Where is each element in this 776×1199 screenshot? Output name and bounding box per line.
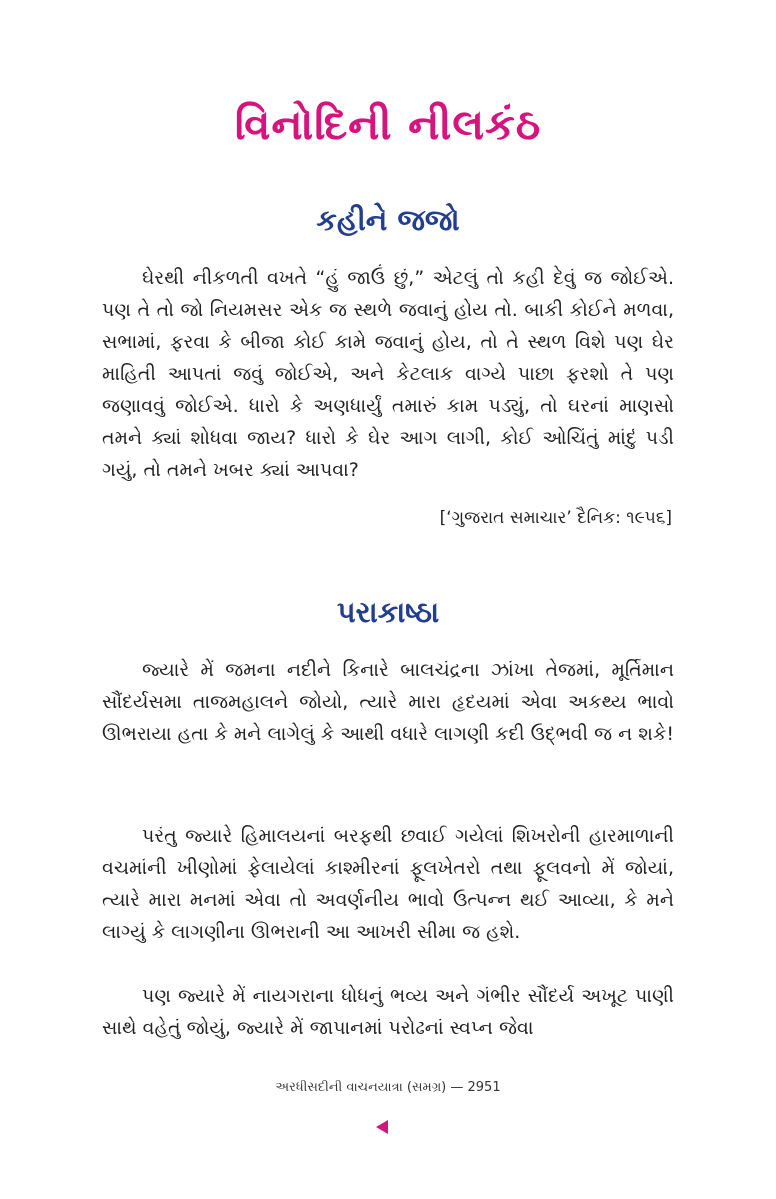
page-footer: અરધીસદીની વાચનયાત્રા (સમગ્ર) — 2951 <box>275 1080 501 1095</box>
section-title-parakashtha: પરાકાષ્ઠા <box>336 595 440 629</box>
body-paragraph: જ્યારે મેં જમના નદીને કિનારે બાલચંદ્રના ઝાંખા તેજમાં, મૂર્તિમાન સૌંદર્યસમા તાજમહાલને જોયો, ત્યારે મારા હૃદયમાં એવા અકથ્ય ભાવો ઊભરાયા હતા કે મને લાગેલું કે આથી વધારે લાગણી કદી ઉદ્ભવી જ ન શકે! <box>102 659 674 745</box>
body-paragraph: પણ જ્યારે મેં નાયગરાના ધોધનું ભવ્ય અને ગંભીર સૌંદર્ય અખૂટ પાણી સાથે વહેતું જોયું, જ્યારે મેં જાપાનમાં પરોઢનાં સ્વપ્ન જેવા <box>102 985 674 1039</box>
source-citation: [‘ગુજરાત સમાચાર’ દૈનિક: ૧૯૫૬] <box>439 508 672 528</box>
body-paragraph: ઘેરથી નીકળતી વખતે “હું જાઉં છું,” એટલું તો કહી દેવું જ જોઈએ. પણ તે તો જો નિયમસર એક જ સ્થળે જવાનું હોય તો. બાકી કોઈને મળવા, સભામાં, ફરવા કે બીજા કોઈ કામે જવાનું હોય, તો તે સ્થળ વિશે પણ ઘેર માહિતી આપતાં જવું જોઈએ, અને કેટલાક વાગ્યે પાછા ફરશો તે પણ જણાવવું જોઈએ. ધારો કે અણધાર્યું તમારું કામ પડ્યું, તો ઘરનાં માણસો તમને ક્યાં શોધવા જાય? ધારો કે ઘેર આગ લાગી, કોઈ ઓચિંતું માંદું પડી ગયું, તો તમને ખબર ક્યાં આપવા? <box>102 267 674 481</box>
previous-page-icon[interactable] <box>376 1120 388 1134</box>
section-title-kahine-jajo: કહીને જજો <box>316 203 460 237</box>
author-name: વિનોદિની નીલકંઠ <box>234 100 542 149</box>
body-paragraph: પરંતુ જ્યારે હિમાલયનાં બરફથી છવાઈ ગયેલાં શિખરોની હારમાળાની વચમાંની ખીણોમાં ફેલાયેલાં કાશ્મીરનાં ફૂલખેતરો તથા ફૂલવનો મેં જોયાં, ત્યારે મારા મનમાં એવા તો અવર્ણનીય ભાવો ઉત્પન્ન થઈ આવ્યા, કે મને લાગ્યું કે લાગણીના ઊભરાની આ આખરી સીમા જ હશે. <box>102 825 674 943</box>
